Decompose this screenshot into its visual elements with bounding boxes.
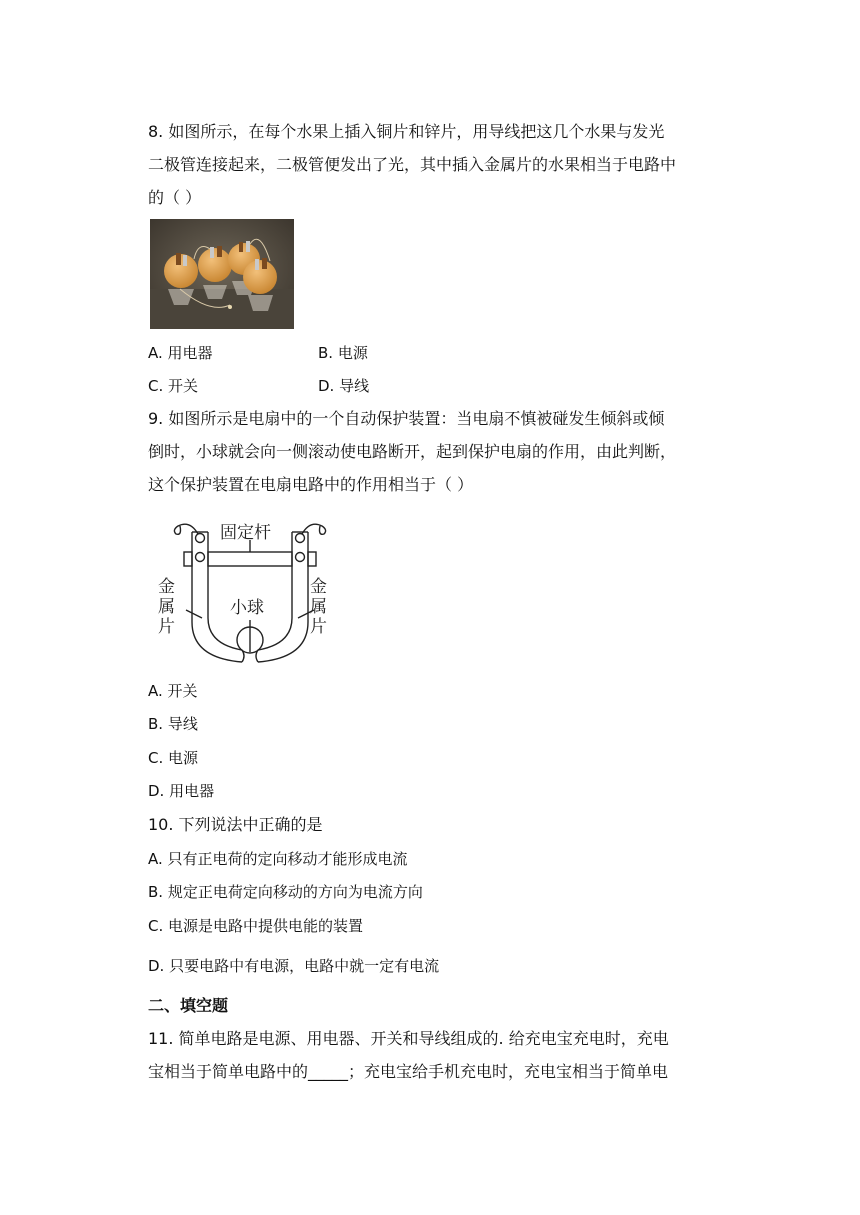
diagram-label-ball: 小球	[230, 598, 264, 618]
diagram-label-metal-left-3: 片	[158, 617, 175, 637]
q10-option-d[interactable]: D. 只要电路中有电源，电路中就一定有电流	[148, 957, 440, 975]
diagram-label-metal-right-1: 金	[310, 577, 327, 597]
q9-stem-line-1: 9. 如图所示是电扇中的一个自动保护装置：当电扇不慎被碰发生倾斜或倾	[148, 409, 665, 428]
q8-stem-line-3: 的（ ）	[148, 188, 202, 207]
q8-option-b[interactable]: B. 电源	[318, 344, 368, 362]
fruit-battery-photo	[150, 219, 294, 329]
q8-option-d[interactable]: D. 导线	[318, 377, 370, 395]
q8-stem-line-2: 二极管连接起来，二极管便发出了光，其中插入金属片的水果相当于电路中	[148, 155, 677, 174]
q8-stem-line-1: 8. 如图所示，在每个水果上插入铜片和锌片，用导线把这几个水果与发光	[148, 122, 665, 141]
q11-stem-line-1: 11. 简单电路是电源、用电器、开关和导线组成的. 给充电宝充电时，充电	[148, 1029, 669, 1048]
diagram-label-rod: 固定杆	[220, 523, 271, 543]
q10-stem: 10. 下列说法中正确的是	[148, 815, 323, 834]
q9-option-c[interactable]: C. 电源	[148, 749, 199, 767]
tilt-switch-diagram	[150, 512, 350, 672]
q11-stem-line-2: 宝相当于简单电路中的_____；充电宝给手机充电时，充电宝相当于简单电	[148, 1062, 669, 1081]
q9-option-d[interactable]: D. 用电器	[148, 782, 215, 800]
diagram-label-metal-right-3: 片	[310, 617, 327, 637]
section-title-fill-in: 二、填空题	[148, 996, 229, 1015]
q9-stem-line-3: 这个保护装置在电扇电路中的作用相当于（ ）	[148, 475, 474, 494]
q8-option-a[interactable]: A. 用电器	[148, 344, 213, 362]
q8-option-c[interactable]: C. 开关	[148, 377, 199, 395]
q10-option-b[interactable]: B. 规定正电荷定向移动的方向为电流方向	[148, 883, 423, 901]
q9-stem-line-2: 倒时，小球就会向一侧滚动使电路断开，起到保护电扇的作用，由此判断，	[148, 442, 677, 461]
diagram-label-metal-left-1: 金	[158, 577, 175, 597]
q9-option-a[interactable]: A. 开关	[148, 682, 198, 700]
q10-option-a[interactable]: A. 只有正电荷的定向移动才能形成电流	[148, 850, 408, 868]
q9-option-b[interactable]: B. 导线	[148, 715, 198, 733]
q10-option-c[interactable]: C. 电源是电路中提供电能的装置	[148, 917, 364, 935]
diagram-label-metal-left-2: 属	[158, 597, 175, 617]
diagram-label-metal-right-2: 属	[310, 597, 327, 617]
